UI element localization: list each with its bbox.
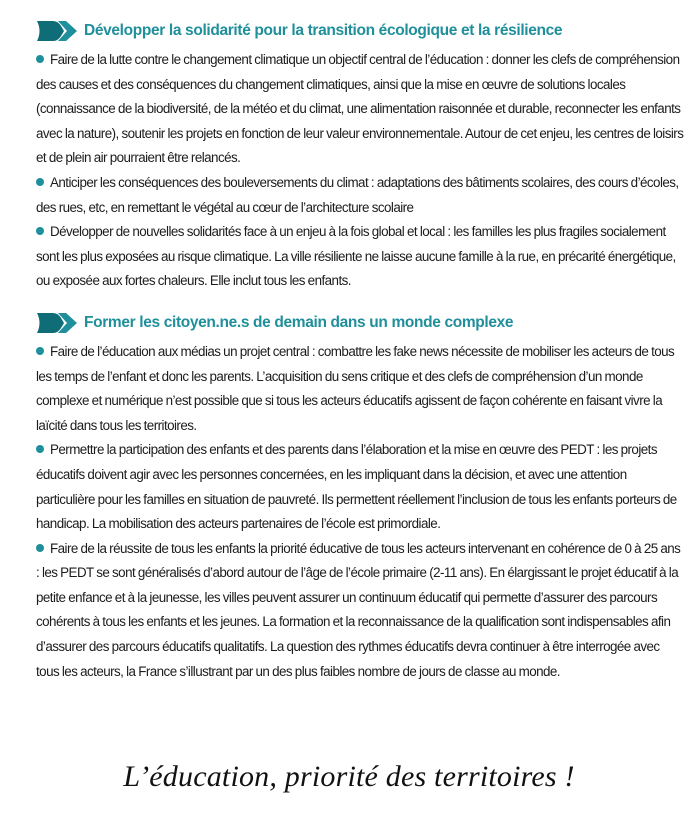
bullet-text: Anticiper les conséquences des bouleversements du climat : adaptations des bâtiments scolaires, des cours d’écoles, des rues, etc, en remettant le végétal au cœur de l’architecture scolaire [36, 174, 679, 215]
list-item [36, 438, 684, 536]
list-item [36, 537, 684, 685]
bullet-dot-icon [36, 544, 44, 552]
section-title: Développer la solidarité pour la transition écologique et la résilience [84, 22, 563, 39]
bullet-text: Développer de nouvelles solidarités face à un enjeu à la fois global et local : les familles les plus fragiles socialement sont les plus exposées au risque climatique. La ville résiliente ne laisse aucune famille à la rue, en précarité énergétique, ou exposée aux fortes chaleurs. Elle inclut tous les enfants. [36, 224, 676, 289]
bullet-dot-icon [36, 178, 44, 186]
bullet-dot-icon [36, 445, 44, 453]
document-page [36, 18, 684, 684]
bullet-dot-icon [36, 227, 44, 235]
list-item [36, 340, 684, 438]
list-item [36, 48, 684, 171]
list-item [36, 220, 684, 294]
bullet-list [36, 340, 684, 684]
bullet-dot-icon [36, 55, 44, 63]
list-item [36, 171, 684, 220]
closing-slogan: L’éducation, priorité des territoires ! [123, 760, 575, 793]
section-title: Former les citoyen.ne.s de demain dans un monde complexe [84, 313, 514, 331]
bullet-text: Permettre la participation des enfants et des parents dans l’élaboration et la mise en œuvre des PEDT : les projets éducatifs doivent agir avec les personnes concernées, en les impliquant dans la décision, et avec une attention particulière pour les familles en situation de pauvreté. Ils permettent réellement l’inclusion de tous les enfants porteurs de handicap. La mobilisation des acteurs partenaires de l’école est primordiale. [36, 442, 677, 532]
bullet-text: Faire de la lutte contre le changement climatique un objectif central de l’éducation : donner les clefs de compréhension des causes et des conséquences du changement climatiques, ainsi que la mise en œuvre de solutions locales (connaissance de la biodiversité, de la météo et du climat, une alimentation raisonnée et durable, reconnecter les enfants avec la nature), soutenir les projets en fonction de leur valeur environnementale. Autour de cet enjeu, les centres de loisirs et de plein air pourraient être relancés. [36, 52, 684, 166]
section-header [36, 18, 684, 44]
bullet-dot-icon [36, 347, 44, 355]
section-header [36, 310, 684, 336]
section-solidarite [36, 18, 684, 294]
double-arrow-icon [36, 312, 78, 334]
bullet-text: Faire de l’éducation aux médias un projet central : combattre les fake news nécessite de mobiliser les acteurs de tous les temps de l’enfant et donc les parents. L’acquisition du sens critique et des clefs de compréhension d’un monde complexe et numérique n’est possible que si tous les acteurs éducatifs agissent de façon cohérente en faisant vivre la laïcité dans tous les territoires. [36, 343, 675, 433]
double-arrow-icon [36, 20, 78, 42]
bullet-list [36, 48, 684, 294]
section-citoyens [36, 310, 684, 684]
bullet-text: Faire de la réussite de tous les enfants la priorité éducative de tous les acteurs intervenant en cohérence de 0 à 25 ans : les PEDT se sont généralisés d’abord autour de l’âge de l’école primaire (2-11 ans). En élargissant le projet éducatif à la petite enfance et à la jeunesse, les villes peuvent assurer un continuum éducatif qui permette d’assurer des parcours cohérents à tous les enfants et les jeunes. La formation et la reconnaissance de la qualification sont indispensables afin d’assurer des parcours éducatifs qualitatifs. La question des rythmes éducatifs devra continuer à être interrogée avec tous les acteurs, la France s’illustrant par un des plus faibles nombre de jours de classe au monde. [36, 540, 681, 679]
